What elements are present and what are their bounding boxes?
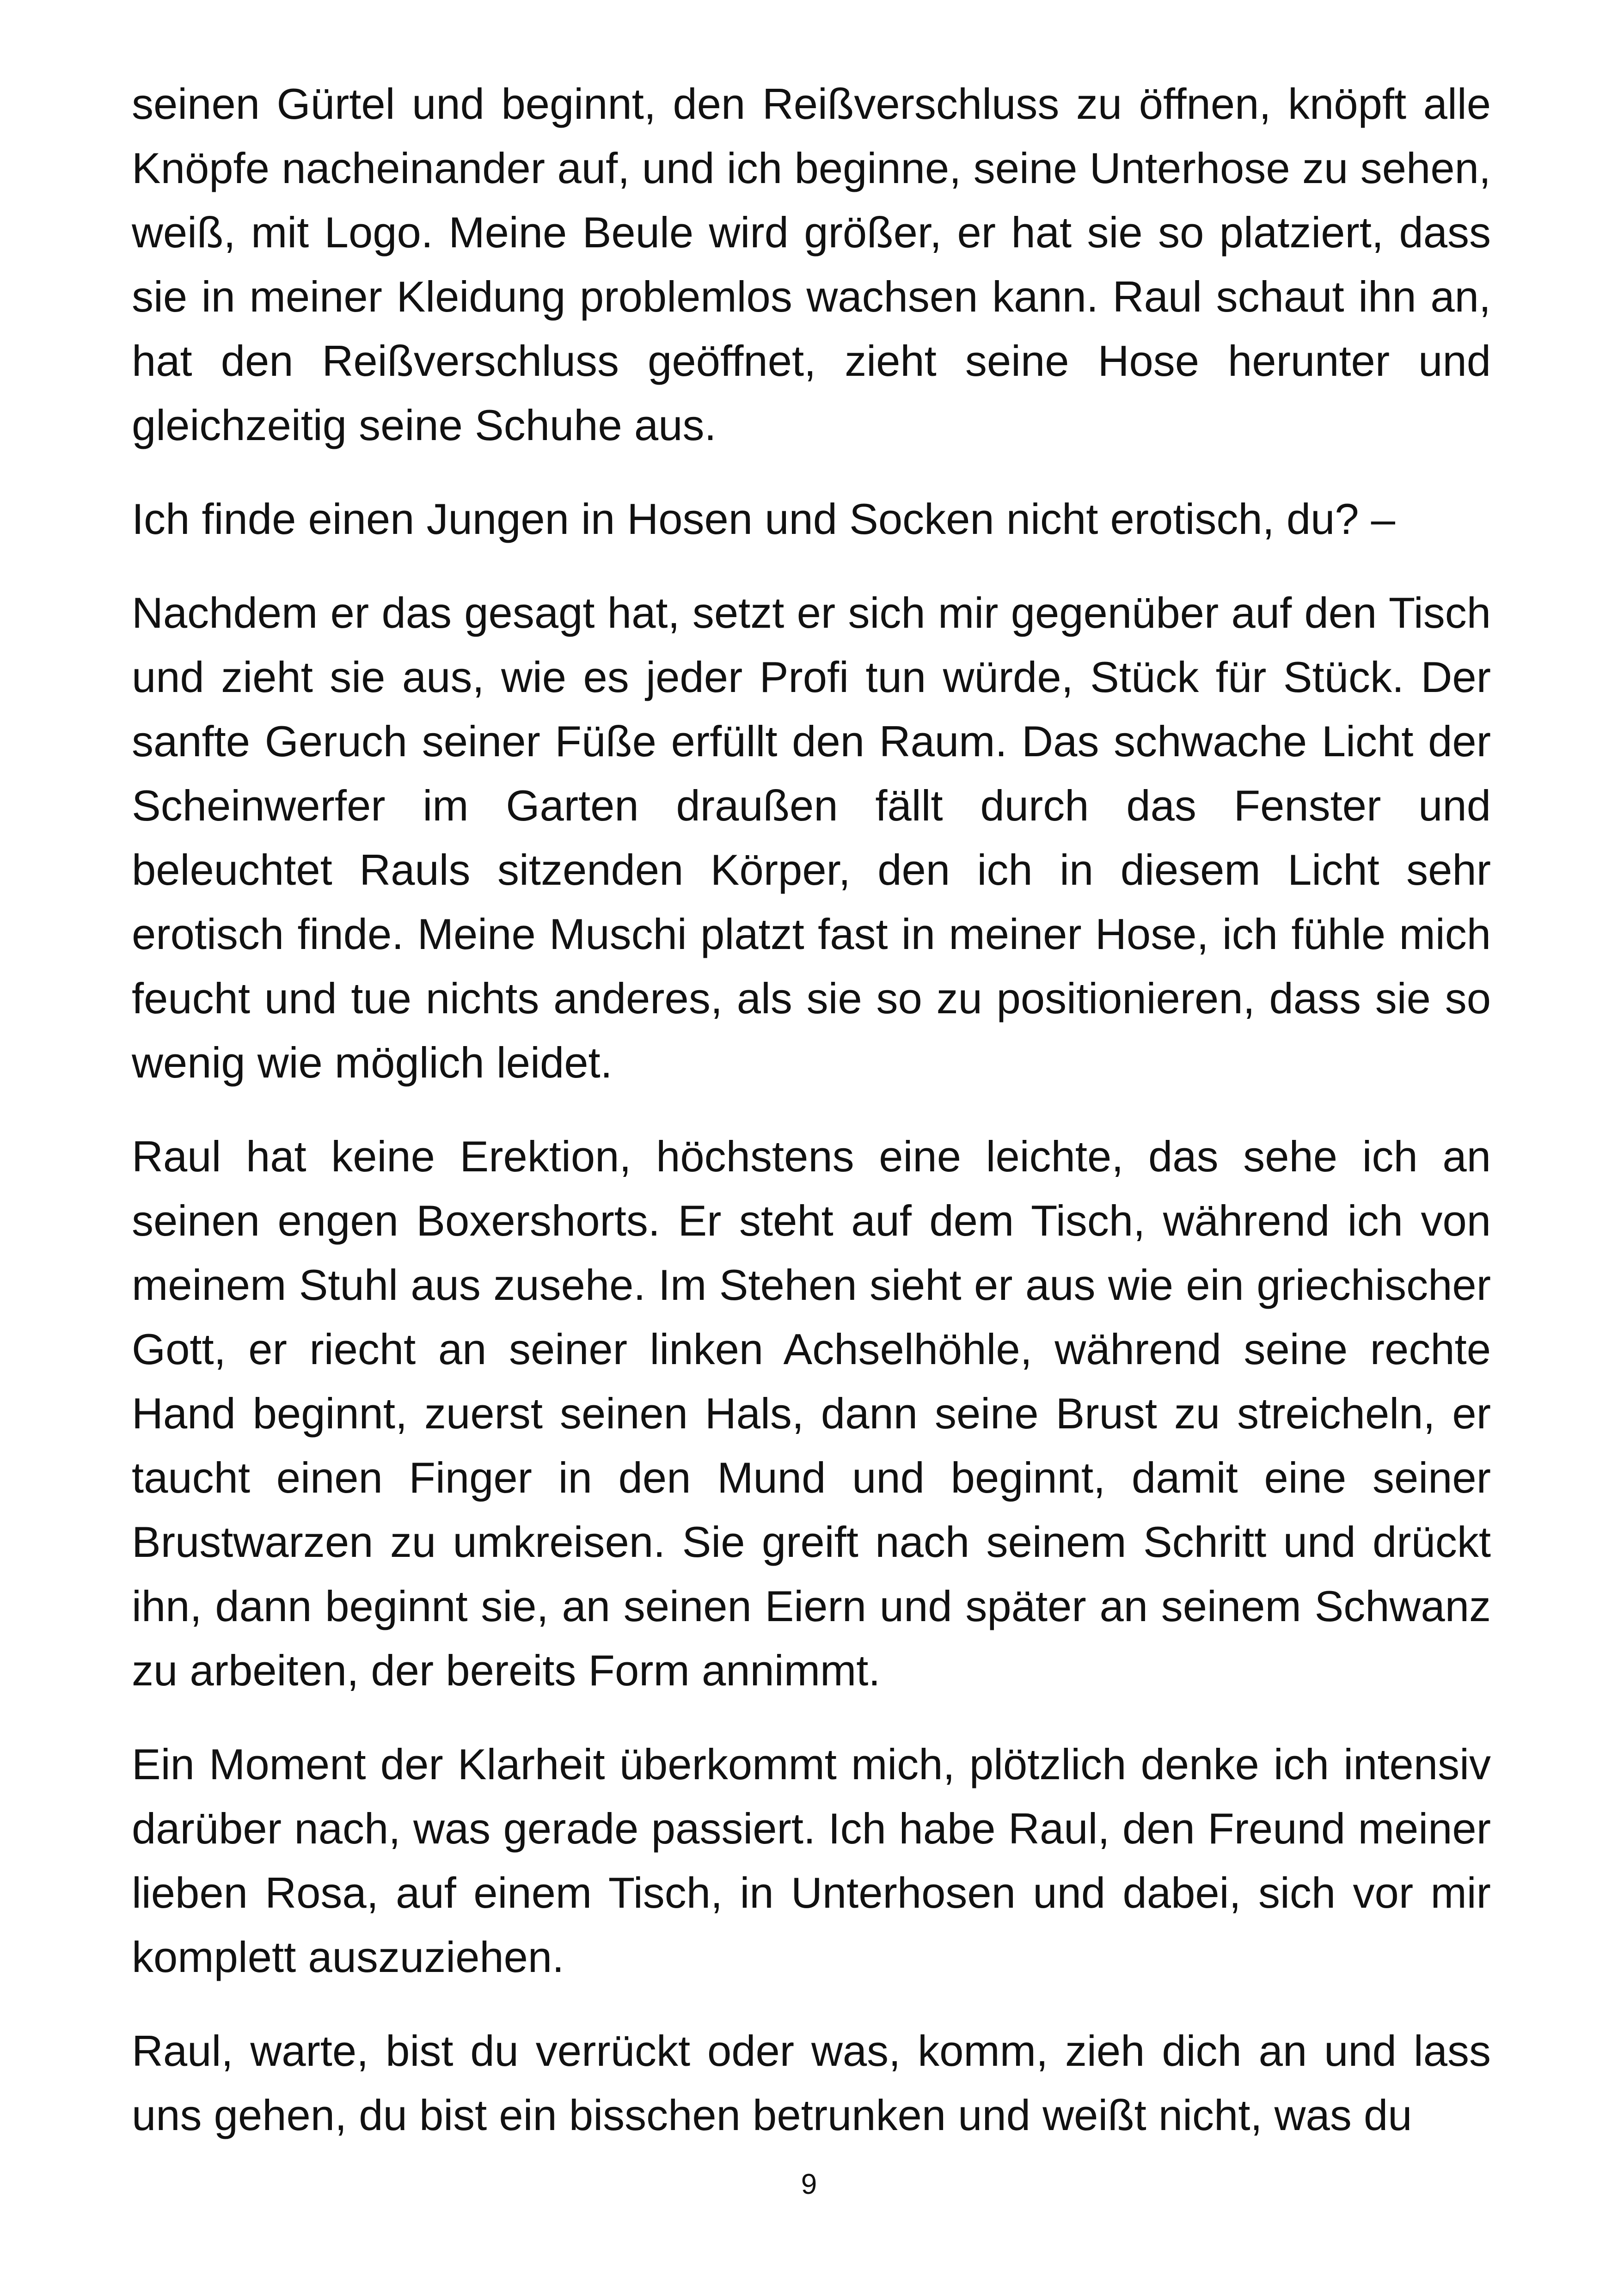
paragraph: Ich finde einen Jungen in Hosen und Socken nicht erotisch, du? – [132, 495, 1396, 543]
paragraph: Raul, warte, bist du verrückt oder was, komm, zieh dich an und lass uns gehen, du bist ein bisschen betrunken und weißt nicht, was du [132, 2027, 1491, 2139]
paragraph: Ein Moment der Klarheit überkommt mich, plötzlich denke ich intensiv darüber nach, was gerade passiert. Ich habe Raul, den Freund meiner lieben Rosa, auf einem Tisch, in Unterhosen und dabei, sich vor mir komplett auszuziehen. [132, 1740, 1491, 1981]
paragraph: Nachdem er das gesagt hat, setzt er sich mir gegenüber auf den Tisch und zieht sie aus, wie es jeder Profi tun würde, Stück für Stück. Der sanfte Geruch seiner Füße erfüllt den Raum. Das schwache Licht der Scheinwerfer im Garten draußen fällt durch das Fenster und beleuchtet Rauls sitzenden Körper, den ich in diesem Licht sehr erotisch finde. Meine Muschi platzt fast in meiner Hose, ich fühle mich feucht und tue nichts anderes, als sie so zu positionieren, dass sie so wenig wie möglich leidet. [132, 588, 1491, 1087]
paragraph: Raul hat keine Erektion, höchstens eine leichte, das sehe ich an seinen engen Boxershorts. Er steht auf dem Tisch, während ich von meinem Stuhl aus zusehe. Im Stehen sieht er aus wie ein griechischer Gott, er riecht an seiner linken Achselhöhle, während seine rechte Hand beginnt, zuerst seinen Hals, dann seine Brust zu streicheln, er taucht einen Finger in den Mund und beginnt, damit eine seiner Brustwarzen zu umkreisen. Sie greift nach seinem Schritt und drückt ihn, dann beginnt sie, an seinen Eiern und später an seinem Schwanz zu arbeiten, der bereits Form annimmt. [132, 1132, 1491, 1695]
body-text [132, 72, 1491, 2177]
paragraph: seinen Gürtel und beginnt, den Reißverschluss zu öffnen, knöpft alle Knöpfe nacheinander auf, und ich beginne, seine Unterhose zu sehen, weiß, mit Logo. Meine Beule wird größer, er hat sie so platziert, dass sie in meiner Kleidung problemlos wachsen kann. Raul schaut ihn an, hat den Reißverschluss geöffnet, zieht seine Hose herunter und gleichzeitig seine Schuhe aus. [132, 80, 1491, 449]
page-number: 9 [801, 2168, 817, 2200]
